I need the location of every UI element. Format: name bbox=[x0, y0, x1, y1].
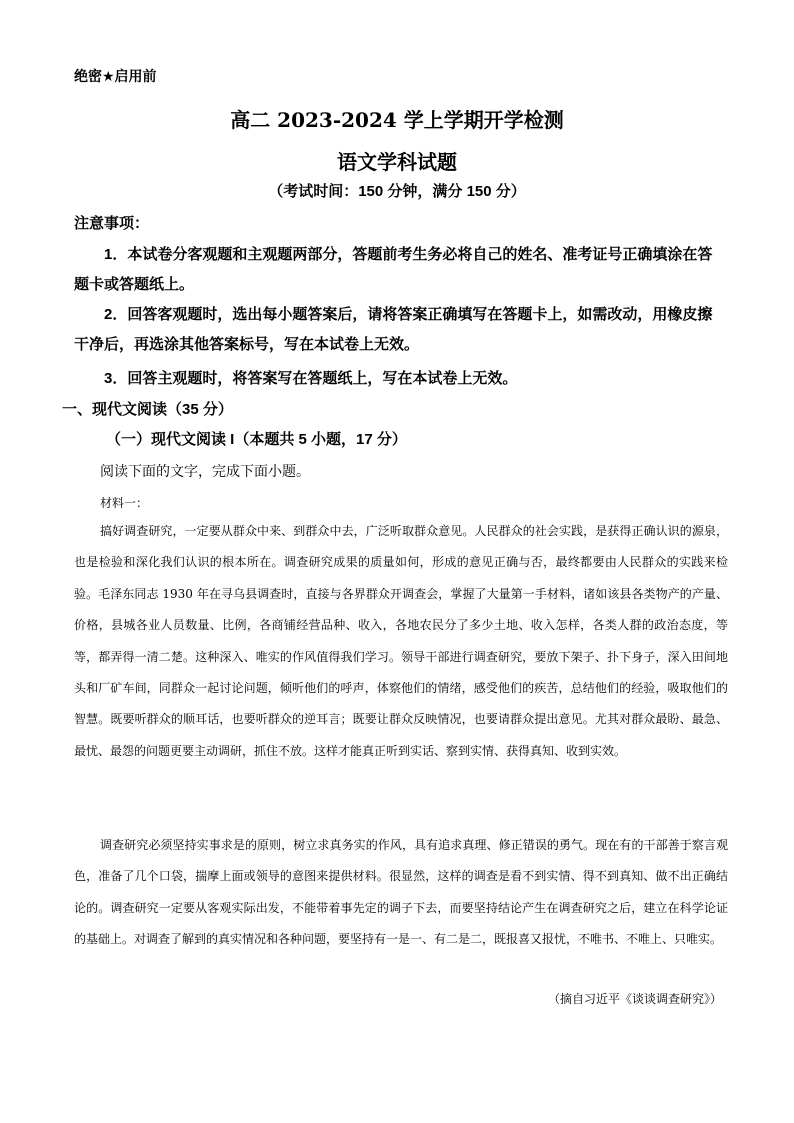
material-paragraph-2: 调查研究必须坚持实事求是的原则，树立求真务实的作风，具有追求真理、修正错误的勇气。现在有的干部善于察言观色，准备了几个口袋，揣摩上面或领导的意图来提供材料。很显然，这样的调查是看不到实情、得不到真知、做不出正确结论的。调查研究一定要从客观实际出发，不能带着事先定的调子下去，而要坚持结论产生在调查研究之后，建立在科学论证的基础上。对调查了解到的真实情况和各种问题，要坚持有一是一、有二是二，既报喜又报忧，不唯书、不唯上、只唯实。 bbox=[74, 838, 728, 947]
source-citation: （摘自习近平《谈谈调查研究》） bbox=[547, 992, 722, 1006]
exam-title: 高二 2023-2024 学上学期开学检测 bbox=[230, 108, 564, 132]
material-paragraph-1: 搞好调查研究，一定要从群众中来、到群众中去，广泛听取群众意见。人民群众的社会实践，是获得正确认识的源泉，也是检验和深化我们认识的根本所在。调查研究成果的质量如何，形成的意见正确与否，最终都要由人民群众的实践来检验。毛泽东同志 1930 年在寻乌县调查时，直接与各界群众开调查会，掌握了大量第一手材料，诸如该县各类物产的产量、价格，县城各业人员数量、比例，各商铺经营品种、收入，各地农民分了多少土地、收入怎样，各类人群的政治态度，等等，都弄得一清二楚。这种深入、唯实的作风值得我们学习。领导干部进行调查研究，要放下架子、扑下身子，深入田间地头和厂矿车间，同群众一起讨论问题，倾听他们的呼声，体察他们的情绪，感受他们的疾苦，总结他们的经验，吸取他们的智慧。既要听群众的顺耳话，也要听群众的逆耳言；既要让群众反映情况，也要请群众提出意见。尤其对群众最盼、最急、最忧、最怨的问题更要主动调研，抓住不放。这样才能真正听到实话、察到实情、获得真知、收到实效。 bbox=[74, 524, 728, 758]
material-label: 材料一： bbox=[100, 496, 149, 510]
notice-item-2 bbox=[74, 300, 724, 360]
confidential-label: 绝密★启用前 bbox=[74, 68, 157, 84]
section-heading: 一、现代文阅读（35 分） bbox=[62, 401, 233, 418]
notice-item-3 bbox=[74, 364, 724, 394]
notice-item-2-text: 2．回答客观题时，选出每小题答案后，请将答案正确填写在答题卡上，如需改动，用橡皮擦干净后，再选涂其他答案标号，写在本试卷上无效。 bbox=[74, 306, 713, 353]
notice-item-1-text: 1．本试卷分客观题和主观题两部分，答题前考生务必将自己的姓名、准考证号正确填涂在答题卡或答题纸上。 bbox=[74, 246, 713, 293]
notice-heading: 注意事项： bbox=[74, 215, 150, 232]
notice-item-1 bbox=[74, 240, 724, 300]
notice-item-3-text: 3．回答主观题时，将答案写在答题纸上，写在本试卷上无效。 bbox=[104, 370, 518, 387]
exam-info: （考试时间：150 分钟，满分 150 分） bbox=[268, 183, 526, 200]
subject-title: 语文学科试题 bbox=[337, 152, 457, 174]
subsection-heading: （一）现代文阅读 I（本题共 5 小题，17 分） bbox=[106, 431, 407, 448]
reading-instruction: 阅读下面的文字，完成下面小题。 bbox=[100, 463, 310, 479]
